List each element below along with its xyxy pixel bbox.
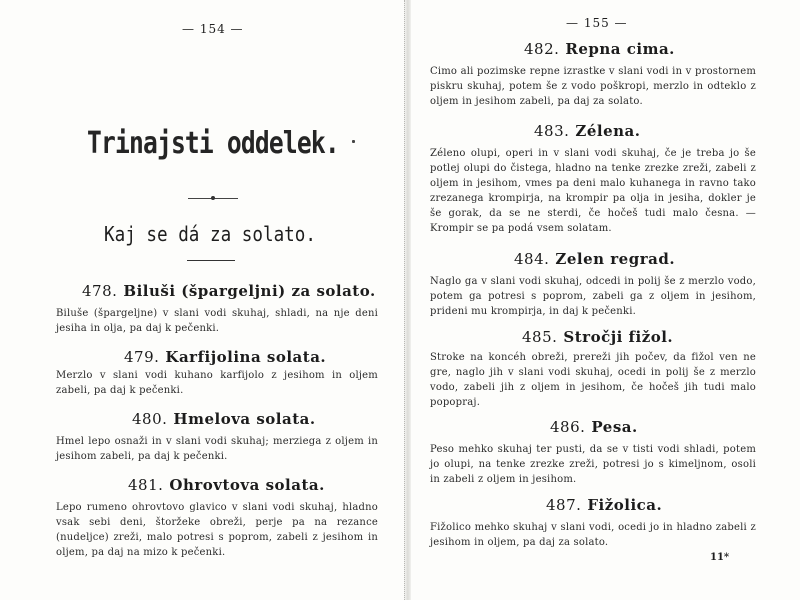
recipe-text-478: Biluše (špargeljne) v slani vodi skuhaj, shladi, na nje deni jesiha in olja, pa daj k pečenki. bbox=[56, 308, 378, 334]
recipe-number: 487. bbox=[546, 496, 582, 514]
page-number-left: — 154 — bbox=[182, 22, 244, 36]
recipe-name: Zélena. bbox=[575, 122, 641, 140]
recipe-heading-480 bbox=[132, 410, 316, 428]
recipe-number: 484. bbox=[514, 250, 550, 268]
recipe-text-487: Fižolico mehko skuhaj v slani vodi, ocedi jo in hladno zabeli z jesihom in oljem, pa daj za solato. bbox=[430, 522, 756, 548]
right-page bbox=[410, 0, 800, 600]
recipe-text-479: Merzlo v slani vodi kuhano karfijolo z jesihom in oljem zabeli, pa daj k pečenki. bbox=[56, 370, 378, 396]
recipe-name: Karfijolina solata. bbox=[165, 348, 327, 366]
recipe-number: 480. bbox=[132, 410, 168, 428]
recipe-text-481: Lepo rumeno ohrovtovo glavico v slani vodi skuhaj, hladno vsak sebi deni, štoržeke obreži, perje pa na rezance (nudeljce) zreži, malo potresi s poprom, zabeli z jesihom in oljem, pa daj na mizo k pečenki. bbox=[56, 502, 378, 558]
recipe-text-483: Zéleno olupi, operi in v slani vodi skuhaj, če je treba jo še potlej olupi do čistega, hladno na tenke zrezke zreži, zabeli z oljem in jesihom, vmes pa deni malo kuhanega in ravno tako zrezanega krompirja, na krompir pa olja in jesiha, dokler je še gorak, da se ne sterdi, če hočeš tudi malo česna. — Krompir se pa podá vsem solatam. bbox=[430, 148, 756, 234]
page-number-right: — 155 — bbox=[566, 16, 628, 30]
recipe-heading-484 bbox=[514, 250, 675, 268]
recipe-heading-487 bbox=[546, 496, 662, 514]
recipe-name: Stročji fižol. bbox=[563, 328, 674, 346]
recipe-number: 486. bbox=[550, 418, 586, 436]
section-rule bbox=[187, 260, 235, 261]
recipe-text-486: Peso mehko skuhaj ter pusti, da se v tisti vodi shladi, potem jo olupi, na tenke zrezke zreži, potresi jo s kimeljnom, osoli in zabeli z oljem in jesihom. bbox=[430, 444, 756, 485]
recipe-name: Pesa. bbox=[591, 418, 638, 436]
recipe-text-485: Stroke na koncéh obreži, prereži jih počev, da fižol ven ne gre, naglo jih v slani vodi skuhaj, ocedi in polij še z merzlo vodo, zabeli jih z oljem in jesihom, če hočeš jih tudi malo popopraj. bbox=[430, 352, 756, 408]
recipe-heading-486 bbox=[550, 418, 638, 436]
recipe-text-482: Cimo ali pozimske repne izrastke v slani vodi in v prostornem piskru skuhaj, potem še z vodo poškropi, merzlo in odteklo z oljem in jesihom zabeli, pa daj za solato. bbox=[430, 66, 756, 107]
recipe-heading-483 bbox=[534, 122, 641, 140]
ornament-divider bbox=[188, 196, 238, 200]
recipe-number: 483. bbox=[534, 122, 570, 140]
ink-speck bbox=[352, 140, 355, 143]
recipe-heading-479 bbox=[124, 348, 326, 366]
recipe-number: 479. bbox=[124, 348, 160, 366]
recipe-number: 481. bbox=[128, 476, 164, 494]
recipe-name: Fižolica. bbox=[587, 496, 663, 514]
signature-mark: 11* bbox=[710, 552, 730, 563]
recipe-heading-478 bbox=[82, 282, 376, 300]
chapter-title: Trinajsti oddelek. bbox=[87, 126, 339, 161]
recipe-name: Repna cima. bbox=[565, 40, 675, 58]
recipe-name: Hmelova solata. bbox=[173, 410, 316, 428]
recipe-heading-485 bbox=[522, 328, 673, 346]
recipe-text-480: Hmel lepo osnaži in v slani vodi skuhaj; merziega z oljem in jesihom zabeli, pa daj k pečenki. bbox=[56, 436, 378, 462]
recipe-number: 482. bbox=[524, 40, 560, 58]
recipe-heading-482 bbox=[524, 40, 675, 58]
recipe-text-484: Naglo ga v slani vodi skuhaj, odcedi in polij še z merzlo vodo, potem ga potresi s poprom, zabeli ga z oljem in jesihom, prideni mu krompirja, in daj k pečenki. bbox=[430, 276, 756, 317]
recipe-number: 485. bbox=[522, 328, 558, 346]
recipe-name: Ohrovtova solata. bbox=[169, 476, 325, 494]
chapter-subtitle: Kaj se dá za solato. bbox=[104, 222, 316, 246]
recipe-name: Biluši (špargeljni) za solato. bbox=[123, 282, 376, 300]
recipe-name: Zelen regrad. bbox=[555, 250, 676, 268]
recipe-heading-481 bbox=[128, 476, 325, 494]
recipe-number: 478. bbox=[82, 282, 118, 300]
